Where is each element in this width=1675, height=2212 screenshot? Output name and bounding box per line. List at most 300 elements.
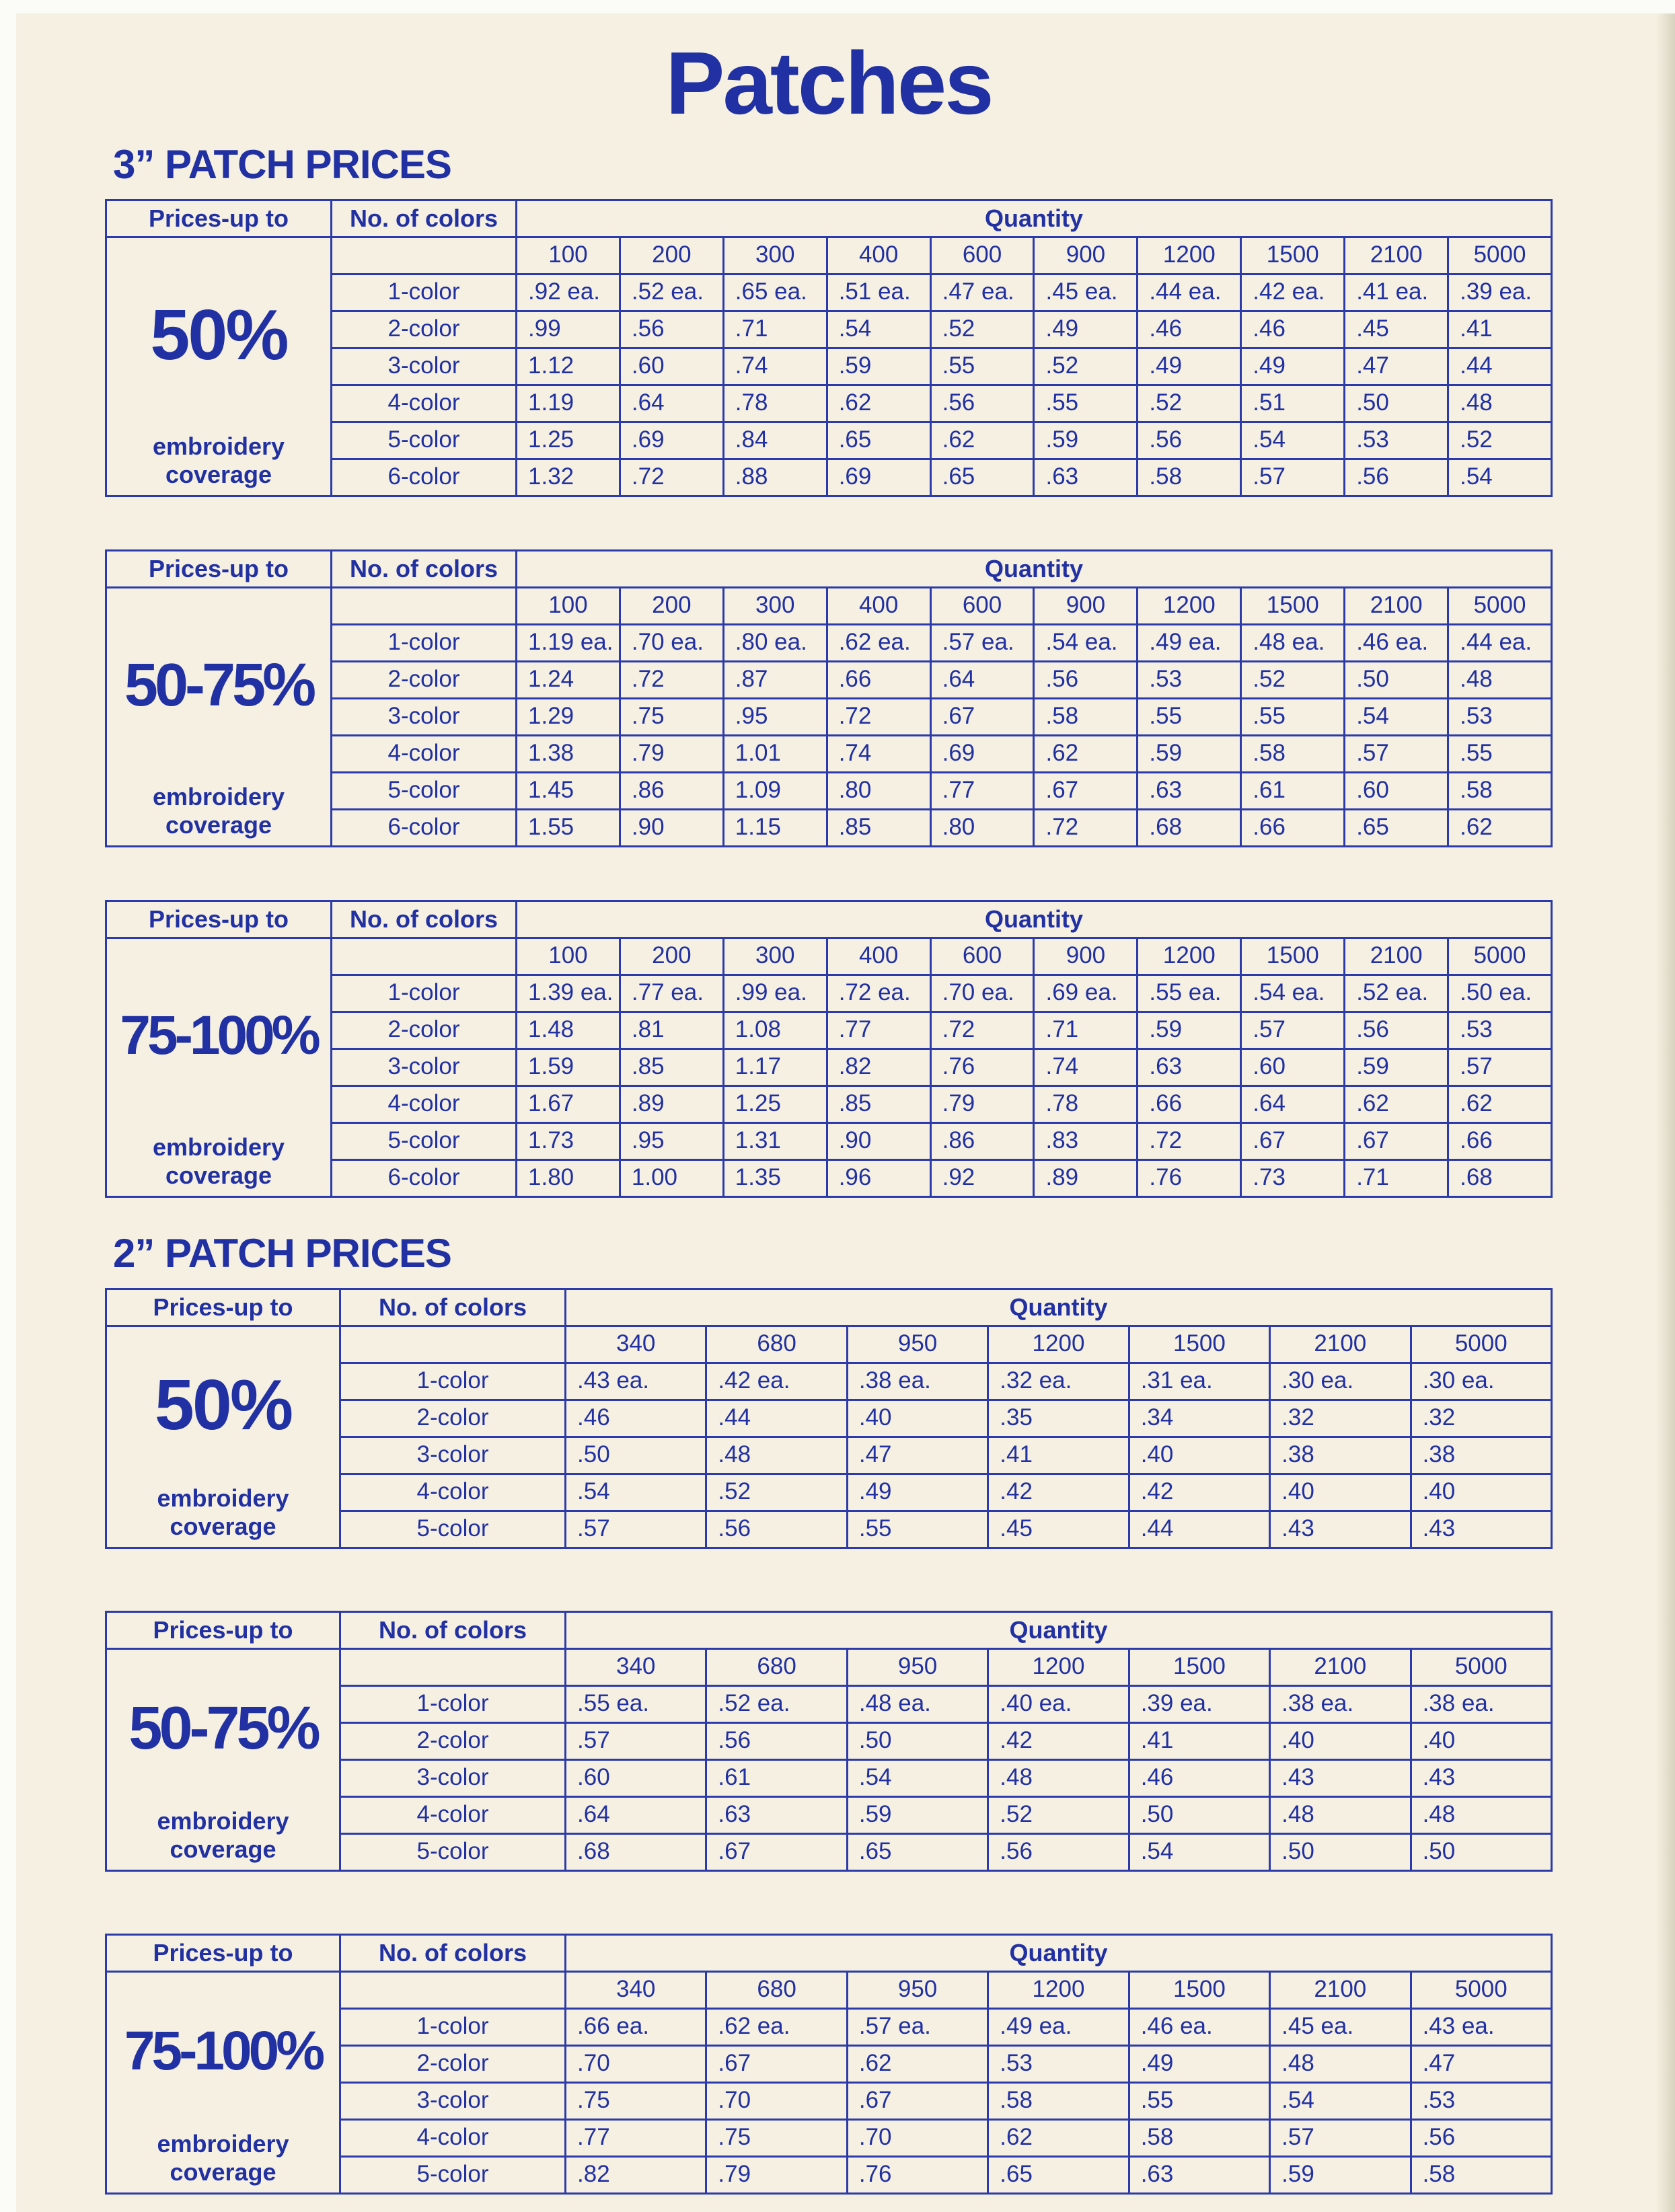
price-cell: .44 — [707, 1401, 846, 1436]
quantity-value: 2100 — [1271, 1650, 1409, 1685]
price-cell: .43 ea. — [566, 1364, 705, 1399]
price-cell: .86 — [932, 1124, 1033, 1159]
price-cell: 1.38 — [517, 736, 619, 771]
quantity-value: 1200 — [989, 1973, 1127, 2008]
coverage-cell — [107, 1327, 339, 1547]
price-cell: .55 — [1130, 2084, 1269, 2119]
quantity-value: 100 — [517, 238, 619, 273]
quantity-value: 600 — [932, 939, 1033, 974]
price-cell: .53 — [1412, 2084, 1551, 2119]
price-cell: .62 — [828, 386, 930, 421]
price-cell: .52 — [1138, 386, 1240, 421]
price-cell: .46 — [566, 1401, 705, 1436]
quantity-value: 300 — [724, 939, 826, 974]
price-cell: .58 — [1412, 2158, 1551, 2192]
coverage-cell — [107, 588, 330, 845]
price-cell: .44 ea. — [1449, 625, 1551, 660]
price-cell: .43 ea. — [1412, 2010, 1551, 2045]
quantity-value: 5000 — [1412, 1650, 1551, 1685]
price-cell: .49 — [1242, 349, 1343, 384]
price-cell: .52 ea. — [707, 1687, 846, 1722]
price-cell: .77 — [566, 2121, 705, 2156]
coverage-percent: 50% — [150, 295, 287, 375]
quantity-header: Quantity — [517, 201, 1551, 236]
price-cell: .64 — [621, 386, 722, 421]
price-cell: .70 ea. — [932, 976, 1033, 1011]
price-cell: .56 — [707, 1512, 846, 1547]
price-cell: .70 — [566, 2047, 705, 2082]
no-of-colors-header: No. of colors — [341, 1613, 564, 1648]
price-cell: .52 — [1449, 423, 1551, 458]
price-cell: .41 — [1130, 1724, 1269, 1759]
price-cell: .49 — [1138, 349, 1240, 384]
price-cell: .62 — [932, 423, 1033, 458]
quantity-value: 950 — [848, 1973, 987, 2008]
coverage-line: coverage — [165, 461, 272, 489]
price-cell: .52 — [1035, 349, 1136, 384]
coverage-percent-wrap — [107, 588, 330, 783]
coverage-cell — [107, 1650, 339, 1870]
quantity-value: 680 — [707, 1973, 846, 2008]
price-cell: .54 — [566, 1475, 705, 1510]
quantity-value: 900 — [1035, 939, 1136, 974]
price-cell: .67 — [1345, 1124, 1447, 1159]
price-cell: .32 — [1412, 1401, 1551, 1436]
price-cell: .54 — [1271, 2084, 1409, 2119]
empty-cell — [332, 939, 515, 974]
coverage-percent-wrap — [107, 238, 330, 432]
embroidery-line: embroidery — [152, 432, 285, 460]
price-cell: .65 — [989, 2158, 1127, 2192]
embroidery-line: embroidery — [152, 782, 285, 810]
price-cell: .48 — [1412, 1798, 1551, 1833]
price-cell: .79 — [621, 736, 722, 771]
coverage-line: coverage — [165, 1161, 272, 1190]
price-cell: .92 — [932, 1161, 1033, 1196]
price-cell: .54 — [1345, 699, 1447, 734]
price-cell: .60 — [566, 1761, 705, 1796]
coverage-cell — [107, 939, 330, 1196]
price-cell: .59 — [828, 349, 930, 384]
section-heading-3inch: 3” PATCH PRICES — [113, 141, 451, 187]
quantity-value: 900 — [1035, 238, 1136, 273]
price-cell: .85 — [828, 810, 930, 845]
price-cell: .63 — [1138, 773, 1240, 808]
price-cell: .70 ea. — [621, 625, 722, 660]
price-cell: .51 ea. — [828, 275, 930, 310]
price-cell: .92 ea. — [517, 275, 619, 310]
quantity-value: 400 — [828, 939, 930, 974]
quantity-value: 2100 — [1271, 1973, 1409, 2008]
no-of-colors-header: No. of colors — [332, 902, 515, 937]
color-count-label: 5-color — [332, 423, 515, 458]
embroidery-coverage-label — [153, 432, 285, 490]
price-cell: .40 ea. — [989, 1687, 1127, 1722]
price-cell: .59 — [1035, 423, 1136, 458]
price-cell: .75 — [566, 2084, 705, 2119]
price-cell: .58 — [989, 2084, 1127, 2119]
quantity-value: 5000 — [1449, 588, 1551, 623]
color-count-label: 6-color — [332, 1161, 515, 1196]
price-cell: .58 — [1035, 699, 1136, 734]
price-cell: .72 — [828, 699, 930, 734]
price-cell: 1.19 ea. — [517, 625, 619, 660]
prices-up-to-header: Prices-up to — [107, 551, 330, 586]
price-cell: .54 — [848, 1761, 987, 1796]
price-cell: .55 — [932, 349, 1033, 384]
price-cell: .42 — [989, 1724, 1127, 1759]
price-cell: .81 — [621, 1013, 722, 1048]
price-cell: .46 — [1242, 312, 1343, 347]
quantity-header: Quantity — [566, 1290, 1551, 1325]
price-cell: .65 ea. — [724, 275, 826, 310]
price-cell: .66 — [1242, 810, 1343, 845]
price-cell: .52 — [1242, 662, 1343, 697]
quantity-value: 300 — [724, 588, 826, 623]
price-cell: 1.15 — [724, 810, 826, 845]
color-count-label: 2-color — [332, 312, 515, 347]
price-cell: .62 — [1449, 810, 1551, 845]
price-cell: .64 — [932, 662, 1033, 697]
price-cell: .78 — [1035, 1087, 1136, 1122]
quantity-value: 680 — [707, 1650, 846, 1685]
price-cell: .52 — [989, 1798, 1127, 1833]
color-count-label: 5-color — [341, 1512, 564, 1547]
empty-cell — [332, 588, 515, 623]
price-cell: .40 — [1130, 1438, 1269, 1473]
color-count-label: 1-color — [341, 1364, 564, 1399]
price-cell: 1.32 — [517, 460, 619, 495]
embroidery-coverage-label — [157, 2130, 289, 2187]
price-cell: .79 — [932, 1087, 1033, 1122]
quantity-value: 200 — [621, 238, 722, 273]
price-cell: .95 — [621, 1124, 722, 1159]
price-cell: .39 ea. — [1130, 1687, 1269, 1722]
price-cell: .30 ea. — [1412, 1364, 1551, 1399]
price-cell: .46 ea. — [1130, 2010, 1269, 2045]
color-count-label: 3-color — [341, 1761, 564, 1796]
price-table-2inch-75-100 — [105, 1934, 1553, 2195]
quantity-value: 2100 — [1345, 588, 1447, 623]
price-cell: 1.39 ea. — [517, 976, 619, 1011]
quantity-value: 1500 — [1130, 1973, 1269, 2008]
price-cell: .38 ea. — [1412, 1687, 1551, 1722]
price-cell: .50 — [1345, 386, 1447, 421]
no-of-colors-header: No. of colors — [341, 1290, 564, 1325]
price-cell: .59 — [1345, 1050, 1447, 1085]
quantity-value: 340 — [566, 1973, 705, 2008]
price-cell: .82 — [828, 1050, 930, 1085]
price-cell: .50 — [1271, 1835, 1409, 1870]
price-cell: .53 — [1345, 423, 1447, 458]
price-cell: .95 — [724, 699, 826, 734]
price-cell: .69 — [621, 423, 722, 458]
price-cell: .47 ea. — [932, 275, 1033, 310]
price-cell: .57 — [566, 1512, 705, 1547]
price-cell: .90 — [621, 810, 722, 845]
price-cell: .58 — [1449, 773, 1551, 808]
price-cell: .55 — [1035, 386, 1136, 421]
price-cell: .53 — [989, 2047, 1127, 2082]
price-cell: .71 — [724, 312, 826, 347]
price-table-3inch-75-100 — [105, 900, 1553, 1198]
price-cell: .59 — [848, 1798, 987, 1833]
color-count-label: 2-color — [341, 1401, 564, 1436]
price-cell: .63 — [1138, 1050, 1240, 1085]
price-cell: .41 — [989, 1438, 1127, 1473]
price-cell: .73 — [1242, 1161, 1343, 1196]
quantity-value: 1200 — [1138, 238, 1240, 273]
coverage-cell — [107, 1973, 339, 2192]
price-cell: .53 — [1138, 662, 1240, 697]
coverage-percent-wrap — [107, 1973, 339, 2130]
price-cell: .66 — [828, 662, 930, 697]
price-cell: .39 ea. — [1449, 275, 1551, 310]
quantity-value: 300 — [724, 238, 826, 273]
price-cell: .77 — [828, 1013, 930, 1048]
color-count-label: 6-color — [332, 460, 515, 495]
price-cell: .72 — [932, 1013, 1033, 1048]
quantity-value: 340 — [566, 1327, 705, 1362]
color-count-label: 3-color — [341, 2084, 564, 2119]
color-count-label: 2-color — [332, 662, 515, 697]
price-cell: .43 — [1412, 1761, 1551, 1796]
price-cell: .55 — [848, 1512, 987, 1547]
price-cell: .54 — [1242, 423, 1343, 458]
price-cell: .57 ea. — [932, 625, 1033, 660]
price-cell: .49 ea. — [989, 2010, 1127, 2045]
price-cell: .48 — [1449, 662, 1551, 697]
price-cell: .62 — [1449, 1087, 1551, 1122]
price-cell: .52 ea. — [1345, 976, 1447, 1011]
quantity-header: Quantity — [517, 902, 1551, 937]
embroidery-coverage-label — [153, 783, 285, 840]
embroidery-line: embroidery — [157, 1806, 289, 1835]
price-cell: .56 — [989, 1835, 1127, 1870]
price-cell: .52 ea. — [621, 275, 722, 310]
price-cell: .50 — [566, 1438, 705, 1473]
price-cell: .56 — [1035, 662, 1136, 697]
prices-up-to-header: Prices-up to — [107, 1936, 339, 1971]
price-cell: .49 — [1035, 312, 1136, 347]
quantity-value: 1200 — [1138, 588, 1240, 623]
price-cell: .57 — [1271, 2121, 1409, 2156]
quantity-value: 2100 — [1345, 238, 1447, 273]
price-cell: 1.08 — [724, 1013, 826, 1048]
scanned-page — [16, 13, 1675, 2212]
price-cell: .84 — [724, 423, 826, 458]
color-count-label: 2-color — [341, 1724, 564, 1759]
price-cell: .67 — [848, 2084, 987, 2119]
price-cell: .38 ea. — [1271, 1687, 1409, 1722]
price-cell: .71 — [1345, 1161, 1447, 1196]
quantity-value: 200 — [621, 588, 722, 623]
price-cell: .69 — [932, 736, 1033, 771]
price-cell: .85 — [828, 1087, 930, 1122]
quantity-value: 600 — [932, 588, 1033, 623]
color-count-label: 3-color — [332, 699, 515, 734]
quantity-value: 2100 — [1271, 1327, 1409, 1362]
price-cell: 1.00 — [621, 1161, 722, 1196]
price-cell: .45 — [989, 1512, 1127, 1547]
color-count-label: 4-color — [341, 1798, 564, 1833]
price-cell: .76 — [932, 1050, 1033, 1085]
color-count-label: 3-color — [332, 1050, 515, 1085]
color-count-label: 1-color — [332, 625, 515, 660]
embroidery-coverage-label — [157, 1484, 289, 1541]
price-cell: .52 — [932, 312, 1033, 347]
color-count-label: 5-color — [332, 1124, 515, 1159]
price-cell: .68 — [566, 1835, 705, 1870]
price-cell: .75 — [707, 2121, 846, 2156]
price-cell: .38 ea. — [848, 1364, 987, 1399]
quantity-value: 1500 — [1242, 238, 1343, 273]
price-cell: .50 — [1412, 1835, 1551, 1870]
quantity-value: 600 — [932, 238, 1033, 273]
color-count-label: 4-color — [332, 736, 515, 771]
quantity-value: 680 — [707, 1327, 846, 1362]
price-cell: .55 ea. — [566, 1687, 705, 1722]
price-cell: .70 — [707, 2084, 846, 2119]
price-cell: .65 — [828, 423, 930, 458]
price-cell: .43 — [1271, 1761, 1409, 1796]
embroidery-coverage-label — [157, 1807, 289, 1864]
quantity-value: 100 — [517, 588, 619, 623]
color-count-label: 4-color — [332, 386, 515, 421]
no-of-colors-header: No. of colors — [341, 1936, 564, 1971]
price-cell: .69 — [828, 460, 930, 495]
price-cell: .40 — [1412, 1475, 1551, 1510]
price-cell: .62 — [1345, 1087, 1447, 1122]
price-cell: .44 — [1449, 349, 1551, 384]
price-cell: .60 — [1345, 773, 1447, 808]
price-cell: .40 — [1271, 1475, 1409, 1510]
empty-cell — [332, 238, 515, 273]
price-cell: .86 — [621, 773, 722, 808]
price-cell: 1.45 — [517, 773, 619, 808]
prices-up-to-header: Prices-up to — [107, 1613, 339, 1648]
coverage-line: coverage — [170, 2158, 276, 2186]
price-cell: 1.25 — [517, 423, 619, 458]
price-cell: .60 — [1242, 1050, 1343, 1085]
price-cell: .56 — [1138, 423, 1240, 458]
price-cell: .66 — [1138, 1087, 1240, 1122]
price-cell: .72 — [621, 460, 722, 495]
color-count-label: 4-color — [341, 2121, 564, 2156]
price-cell: .48 — [707, 1438, 846, 1473]
price-cell: .87 — [724, 662, 826, 697]
price-cell: .65 — [932, 460, 1033, 495]
price-cell: .62 ea. — [707, 2010, 846, 2045]
price-cell: .67 — [1035, 773, 1136, 808]
price-cell: .75 — [621, 699, 722, 734]
coverage-percent: 50% — [154, 1365, 292, 1445]
price-cell: .44 ea. — [1138, 275, 1240, 310]
price-cell: .34 — [1130, 1401, 1269, 1436]
price-cell: .54 — [1130, 1835, 1269, 1870]
price-cell: 1.29 — [517, 699, 619, 734]
price-cell: .70 — [848, 2121, 987, 2156]
price-cell: 1.01 — [724, 736, 826, 771]
price-table-2inch-50 — [105, 1288, 1553, 1549]
quantity-value: 200 — [621, 939, 722, 974]
embroidery-coverage-label — [153, 1133, 285, 1190]
price-cell: 1.24 — [517, 662, 619, 697]
price-cell: 1.12 — [517, 349, 619, 384]
price-cell: .31 ea. — [1130, 1364, 1269, 1399]
price-cell: .50 — [1345, 662, 1447, 697]
price-cell: .61 — [1242, 773, 1343, 808]
price-cell: .43 — [1412, 1512, 1551, 1547]
price-cell: .47 — [1345, 349, 1447, 384]
price-cell: .76 — [848, 2158, 987, 2192]
price-cell: 1.67 — [517, 1087, 619, 1122]
price-cell: .82 — [566, 2158, 705, 2192]
price-cell: .74 — [828, 736, 930, 771]
price-cell: 1.19 — [517, 386, 619, 421]
quantity-value: 1500 — [1242, 939, 1343, 974]
price-cell: .32 ea. — [989, 1364, 1127, 1399]
color-count-label: 1-color — [341, 1687, 564, 1722]
embroidery-line: embroidery — [152, 1133, 285, 1161]
coverage-percent-wrap — [107, 1650, 339, 1807]
price-cell: .62 — [989, 2121, 1127, 2156]
price-cell: .55 — [1242, 699, 1343, 734]
price-cell: .58 — [1138, 460, 1240, 495]
color-count-label: 3-color — [341, 1438, 564, 1473]
price-cell: .80 — [828, 773, 930, 808]
price-cell: .48 — [1271, 1798, 1409, 1833]
price-table-3inch-50-75 — [105, 549, 1553, 847]
price-cell: .80 ea. — [724, 625, 826, 660]
coverage-cell — [107, 238, 330, 495]
price-cell: .45 ea. — [1035, 275, 1136, 310]
price-cell: .67 — [1242, 1124, 1343, 1159]
price-cell: .80 — [932, 810, 1033, 845]
price-cell: .68 — [1449, 1161, 1551, 1196]
price-cell: .45 ea. — [1271, 2010, 1409, 2045]
price-cell: .50 — [1130, 1798, 1269, 1833]
color-count-label: 4-color — [332, 1087, 515, 1122]
quantity-value: 5000 — [1449, 939, 1551, 974]
price-cell: .55 — [1449, 736, 1551, 771]
price-cell: .62 ea. — [828, 625, 930, 660]
price-cell: .52 — [707, 1475, 846, 1510]
price-cell: .83 — [1035, 1124, 1136, 1159]
price-cell: .59 — [1138, 736, 1240, 771]
price-cell: .62 — [848, 2047, 987, 2082]
color-count-label: 6-color — [332, 810, 515, 845]
price-cell: .48 — [1449, 386, 1551, 421]
price-cell: .63 — [707, 1798, 846, 1833]
price-cell: .56 — [621, 312, 722, 347]
price-cell: .72 ea. — [828, 976, 930, 1011]
price-cell: .78 — [724, 386, 826, 421]
price-table-3inch-50 — [105, 199, 1553, 497]
price-cell: 1.17 — [724, 1050, 826, 1085]
price-cell: 1.31 — [724, 1124, 826, 1159]
price-cell: .42 — [989, 1475, 1127, 1510]
price-cell: .67 — [932, 699, 1033, 734]
price-cell: .54 ea. — [1242, 976, 1343, 1011]
price-cell: .35 — [989, 1401, 1127, 1436]
price-cell: .57 ea. — [848, 2010, 987, 2045]
price-cell: .48 — [989, 1761, 1127, 1796]
price-cell: .55 ea. — [1138, 976, 1240, 1011]
price-cell: .72 — [1035, 810, 1136, 845]
price-cell: .62 — [1035, 736, 1136, 771]
price-cell: .53 — [1449, 699, 1551, 734]
